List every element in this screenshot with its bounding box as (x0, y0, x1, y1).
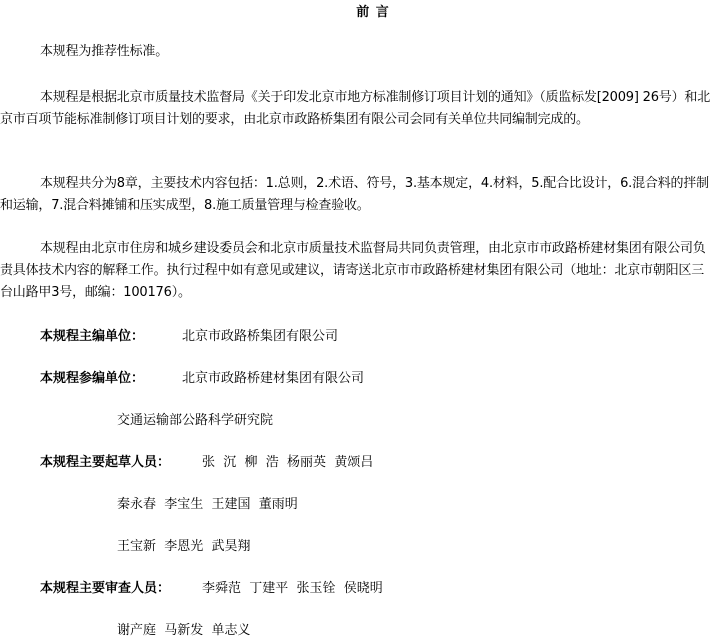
reviewers-line: 李舜范 丁建平 张玉铨 侯晓明 (202, 581, 383, 596)
drafters-line: 秦永春 李宝生 王建国 董雨明 (117, 497, 298, 512)
paragraph-standard-type: 本规程为推荐性标准。 (40, 44, 169, 59)
reviewers-label: 本规程主要审查人员： (40, 581, 171, 596)
drafters-label: 本规程主要起草人员： (40, 455, 171, 470)
paragraph-basis: 本规程是根据北京市质量技术监督局《关于印发北京市地方标准制修订项目计划的通知》（质监标发[2009] 26号）和北京市百项节能标准制修订项目计划的要求，由北京市政路桥集团有限公司会同有关单位共同编制完成的。 (0, 90, 711, 127)
chief-editor-label: 本规程主编单位： (40, 329, 145, 344)
participating-editor-item: 交通运输部公路科学研究院 (117, 413, 274, 428)
participating-editor-item: 北京市政路桥建材集团有限公司 (182, 371, 365, 386)
paragraph-contents: 本规程共分为8章，主要技术内容包括：1.总则，2.术语、符号，3.基本规定，4.材料，5.配合比设计，6.混合料的拌制和运输，7.混合料摊铺和压实成型，8.施工质量管理与检查验收。 (0, 176, 709, 213)
drafters-line: 张 沉 柳 浩 杨丽英 黄颂吕 (202, 455, 374, 470)
participating-editors-label: 本规程参编单位： (40, 371, 145, 386)
paragraph-management: 本规程由北京市住房和城乡建设委员会和北京市质量技术监督局共同负责管理，由北京市市政路桥建材集团有限公司负责具体技术内容的解释工作。执行过程中如有意见或建议，请寄送北京市市政路桥建材集团有限公司（地址：北京市朝阳区三台山路甲3号，邮编：100176）。 (0, 241, 706, 300)
reviewers-line: 谢产庭 马新发 单志义 (117, 623, 251, 638)
chief-editor-value: 北京市政路桥集团有限公司 (182, 329, 339, 344)
drafters-line: 王宝新 李恩光 武昊翔 (117, 539, 251, 554)
document-title: 前 言 (356, 5, 390, 20)
